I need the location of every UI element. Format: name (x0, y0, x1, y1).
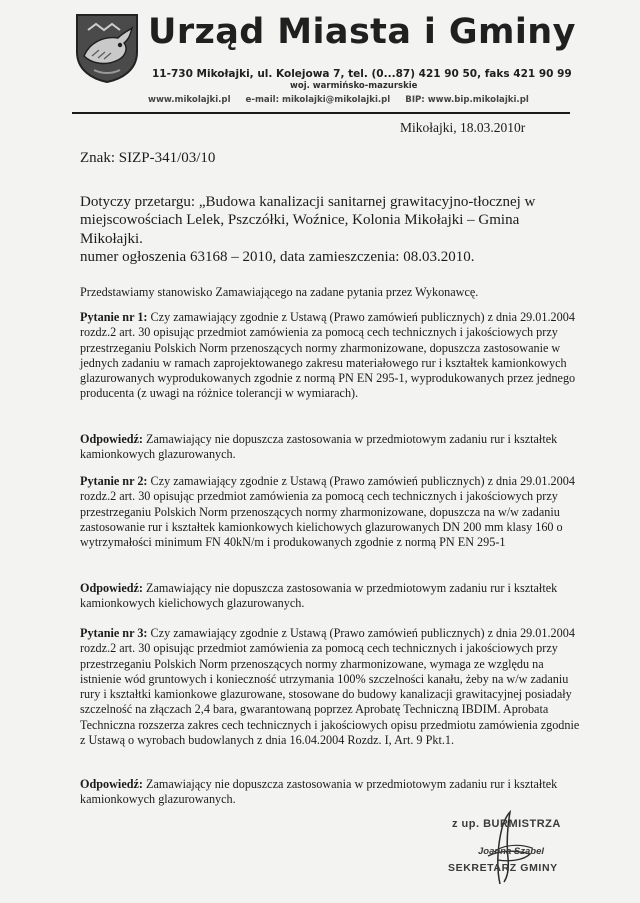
signature-stamp (438, 810, 588, 886)
question-1 (80, 310, 580, 402)
website-link: www.mikolajki.pl (148, 95, 231, 105)
answer-2 (80, 581, 580, 612)
letterhead-divider (72, 112, 570, 114)
voivodeship: woj. warmińsko-mazurskie (290, 81, 418, 91)
answer-label: Odpowiedź: (80, 777, 143, 791)
question-label: Pytanie nr 3: (80, 626, 148, 640)
contact-line (148, 94, 618, 106)
stamp-signatory: Joanna Szabel (478, 846, 544, 857)
answer-text: Zamawiający nie dopuszcza zastosowania w przedmiotowym zadaniu rur i kształtek kamionkowych glazurowanych. (80, 432, 558, 462)
bip-address: BIP: www.bip.mikolajki.pl (405, 95, 529, 105)
answer-1 (80, 432, 580, 463)
letter-date: Mikołajki, 18.03.2010r (400, 120, 526, 135)
notice-number: numer ogłoszenia 63168 – 2010, data zamieszczenia: 08.03.2010. (80, 249, 475, 265)
question-2 (80, 474, 580, 550)
subject: Dotyczy przetargu: „Budowa kanalizacji sanitarnej grawitacyjno-tłocznej w miejscowościach Lelek, Pszczółki, Woźnice, Kolonia Mikołajki – Gmina Mikołajki. (80, 194, 536, 247)
question-text: Czy zamawiający zgodnie z Ustawą (Prawo zamówień publicznych) z dnia 29.01.2004 rozdz.2 art. 30 opisując przedmiot zamówienia za pomocą cech technicznych i jakościowych przy przestrzeganiu Polskich Norm przenoszących normy zharmonizowane, dopuszcza na w/w zadaniu zastosowanie rur i kształtek kamionkowych kielichowych glazurowanych DN 200 mm klasy 160 o wytrzymałości minimum FN 40kN/m i produkowanych zgodnie z normą PN EN 295-1 (80, 474, 575, 550)
question-text: Czy zamawiający zgodnie z Ustawą (Prawo zamówień publicznych) z dnia 29.01.2004 rozdz.2 art. 30 opisując przedmiot zamówienia za pomocą cech technicznych i jakościowych przy przestrzeganiu Polskich Norm przenoszących normy zharmonizowane, dopuszcza zastosowanie w jednych zadaniu w ramach zaprojektowanego zakresu materiałowego rur i kształtek kamionkowych glazurowanych wyprodukowanych zgodnie z normą PN EN 295-1, wyprodukowanych przez jednego producenta (z uwagi na różnice tolerancji w wymiarach). (80, 310, 576, 401)
question-label: Pytanie nr 2: (80, 474, 148, 488)
answer-text: Zamawiający nie dopuszcza zastosowania w przedmiotowym zadaniu rur i kształtek kamionkowych glazurowanych. (80, 777, 558, 807)
answer-label: Odpowiedź: (80, 581, 143, 595)
intro-paragraph: Przedstawiamy stanowisko Zamawiającego na zadane pytania przez Wykonawcę. (80, 285, 479, 299)
stamp-title: SEKRETARZ GMINY (448, 862, 558, 874)
fish-coat-of-arms-icon (74, 12, 140, 84)
stamp-authority: z up. BURMISTRZA (452, 818, 561, 830)
email-address: e-mail: mikolajki@mikolajki.pl (245, 95, 391, 105)
office-address: 11-730 Mikołajki, ul. Kolejowa 7, tel. (0...87) 421 90 50, faks 421 90 99 (152, 68, 572, 80)
answer-label: Odpowiedź: (80, 432, 143, 446)
question-label: Pytanie nr 1: (80, 310, 148, 324)
office-name: Urząd Miasta i Gminy (148, 12, 576, 52)
answer-text: Zamawiający nie dopuszcza zastosowania w przedmiotowym zadaniu rur i kształtek kamionkowych kielichowych glazurowanych. (80, 581, 558, 611)
reference-number: Znak: SIZP-341/03/10 (80, 150, 216, 166)
question-text: Czy zamawiający zgodnie z Ustawą (Prawo zamówień publicznych) z dnia 29.01.2004 rozdz.2 art. 30 opisując przedmiot zamówienia za pomocą cech technicznych i jakościowych przy przestrzeganiu Polskich Norm przenoszących normy zharmonizowane, wymaga ze względu na istnienie wód gruntowych i konieczność utrzymania 100% szczelności kanału, żeby na w/w zadaniu rury i kształtki kamionkowe glazurowane, stosowane do budowy kanalizacji grawitacyjnej posiadały szczelność na złączach 2,4 bara, gwarantowaną poprzez Aprobatę Techniczną IBDIM. Aprobata Techniczna rozszerza zakres cech technicznych i jakościowych opisu przedmiotu zamówienia zgodnie z Ustawą o wyrobach budowlanych z dnia 16.04.2004 Rozdz. I, Art. 9 Pkt.1. (80, 626, 580, 748)
question-3 (80, 626, 580, 748)
answer-3 (80, 777, 580, 808)
